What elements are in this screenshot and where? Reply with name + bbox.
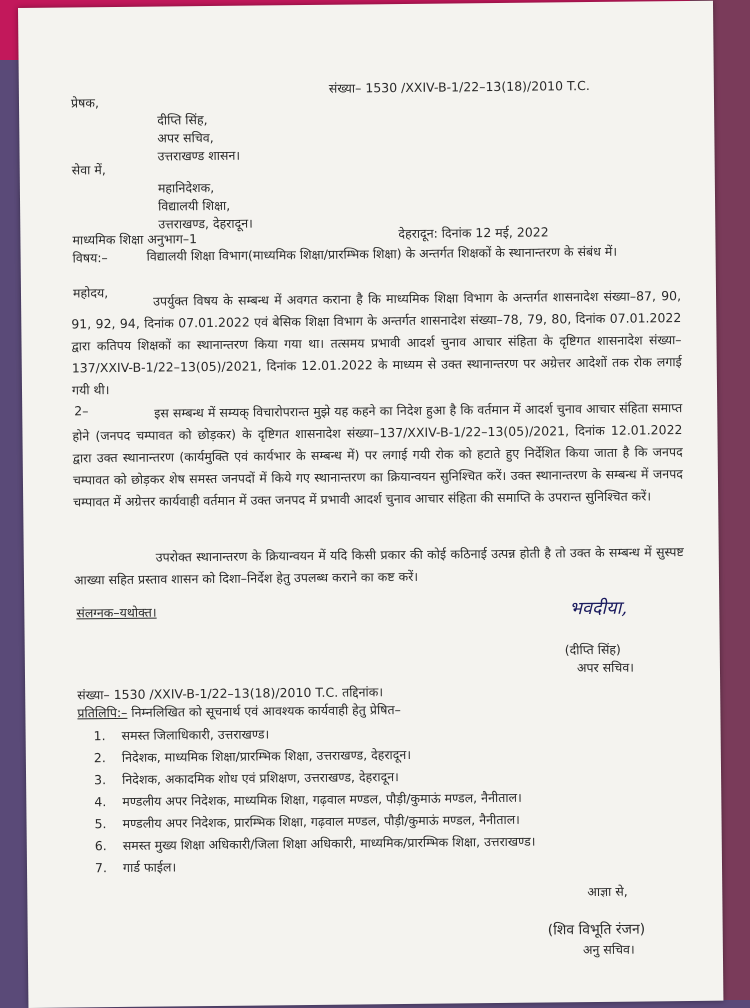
sender-label: प्रेषक, (70, 95, 99, 111)
list-item: 2. निदेशक, माध्यमिक शिक्षा/प्रारम्भिक शिक्षा, उत्तराखण्ड, देहरादून। (93, 746, 412, 766)
list-item: 5. मण्डलीय अपर निदेशक, प्रारम्भिक शिक्षा, गढ़वाल मण्डल, पौड़ी/कुमाऊं मण्डल, नैनीताल। (94, 811, 520, 832)
recipient-place: उत्तराखण्ड, देहरादून। (158, 215, 253, 232)
copy-heading-text: निम्नलिखित को सूचनार्थ एवं आवश्यक कार्यवाही हेतु प्रेषित– (131, 702, 401, 720)
list-item: 3. निदेशक, अकादमिक शोध एवं प्रशिक्षण, उत्तराखण्ड, देहरादून। (94, 769, 399, 788)
signatory-designation: अपर सचिव। (576, 659, 635, 676)
copy-reference-number: संख्या– 1530 /XXIV-B-1/22–13(18)/2010 T.C. तद्दिनांक। (77, 684, 384, 703)
reference-number: संख्या– 1530 /XXIV-B-1/22–13(18)/2010 T.C. (328, 78, 590, 96)
copy-heading (77, 702, 401, 721)
list-item: 4. मण्डलीय अपर निदेशक, माध्यमिक शिक्षा, गढ़वाल मण्डल, पौड़ी/कुमाऊं मण्डल, नैनीताल। (94, 789, 522, 810)
copy-heading-label: प्रतिलिपि:– (77, 704, 128, 721)
section-name: माध्यमिक शिक्षा अनुभाग–1 (72, 231, 198, 248)
sender-office: उत्तराखण्ड शासन। (157, 147, 241, 164)
closing-signature: भवदीया, (569, 597, 628, 620)
letter-page (18, 1, 723, 1008)
paragraph-2-number: 2– (74, 403, 89, 419)
paragraph-2: इस सम्बन्ध में सम्यक् विचारोपरान्त मुझे यह कहने का निदेश हुआ है कि वर्तमान में आदर्श चुनाव आचार संहिता समाप्त होने (जनपद चम्पावत को छोड़कर) के दृष्टिगत शासनादेश संख्या–137/XXIV-B-1/22–13(05)/2021, दिनांक 12.01.2022 द्वारा उक्त स्थानान्तरण (कार्यमुक्ति एवं कार्यभार के सम्बन्ध में) पर लगाई गयी रोक को हटाते हुए निर्देशित किया जाता है कि जनपद चम्पावत को छोड़कर शेष समस्त जनपदों में किये गए स्थानान्तरण का क्रियान्वयन सुनिश्चित करें। उक्त स्थानान्तरण के सम्बन्ध में जनपद चम्पावत में अग्रेत्तर कार्यवाही वर्तमान में उक्त जनपद में प्रभावी आदर्श चुनाव आचार संहिता की समाप्ति के उपरान्त सुनिश्चित करें। (72, 400, 683, 510)
list-item: 7. गार्ड फाईल। (94, 859, 177, 876)
recipient-dept: विद्यालयी शिक्षा, (158, 197, 231, 214)
list-item: 6. समस्त मुख्य शिक्षा अधिकारी/जिला शिक्षा अधिकारी, माध्यमिक/प्रारम्भिक शिक्षा, उत्तराखण्ड। (94, 833, 536, 854)
recipient-designation: महानिदेशक, (157, 179, 215, 196)
salutation: महोदय, (72, 285, 109, 301)
date-line: देहरादून: दिनांक 12 मई, 2022 (398, 224, 549, 242)
list-item: 1. समस्त जिलाधिकारी, उत्तराखण्ड। (93, 726, 270, 744)
copy-signatory-name: (शिव विभूति रंजन) (547, 921, 646, 939)
enclosure-note: संलग्नक–यथोक्त। (76, 604, 157, 621)
subject-label: विषय:– (72, 250, 108, 266)
sender-designation: अपर सचिव, (157, 129, 214, 146)
copy-signatory-designation: अनु सचिव। (582, 941, 635, 958)
subject-text: विद्यालयी शिक्षा विभाग(माध्यमिक शिक्षा/प्रारम्भिक शिक्षा) के अन्तर्गत शिक्षकों के स्थानान्तरण के संबंध में। (146, 243, 618, 264)
paragraph-1: उपर्युक्त विषय के सम्बन्ध में अवगत कराना है कि माध्यमिक शिक्षा विभाग के अन्तर्गत शासनादेश संख्या–87, 90, 91, 92, 94, दिनांक 07.01.2022 एवं बेसिक शिक्षा विभाग के अन्तर्गत शासनादेश संख्या–78, 79, 80, दिनांक 07.01.2022 द्वारा कतिपय शिक्षकों का स्थानान्तरण किया गया था। तत्समय प्रभावी आदर्श चुनाव आचार संहिता के दृष्टिगत शासनादेश संख्या–137/XXIV-B-1/22–13(05)/2021, दिनांक 12.01.2022 के माध्यम से उक्त स्थानान्तरण पर अग्रेत्तर आदेशों तक रोक लगाई गयी थी। (71, 288, 682, 398)
paragraph-3: उपरोक्त स्थानान्तरण के क्रियान्वयन में यदि किसी प्रकार की कोई कठिनाई उत्पन्न होती है तो उक्त के सम्बन्ध में सुस्पष्ट आख्या सहित प्रस्ताव शासन को दिशा–निर्देश हेतु उपलब्ध कराने का कष्ट करें। (73, 544, 684, 588)
order-label: आज्ञा से, (587, 883, 628, 900)
signatory-name: (दीप्ति सिंह) (564, 641, 621, 658)
copy-recipient-list (94, 721, 696, 881)
sender-name: दीप्ति सिंह, (157, 112, 208, 128)
to-label: सेवा में, (71, 162, 106, 178)
